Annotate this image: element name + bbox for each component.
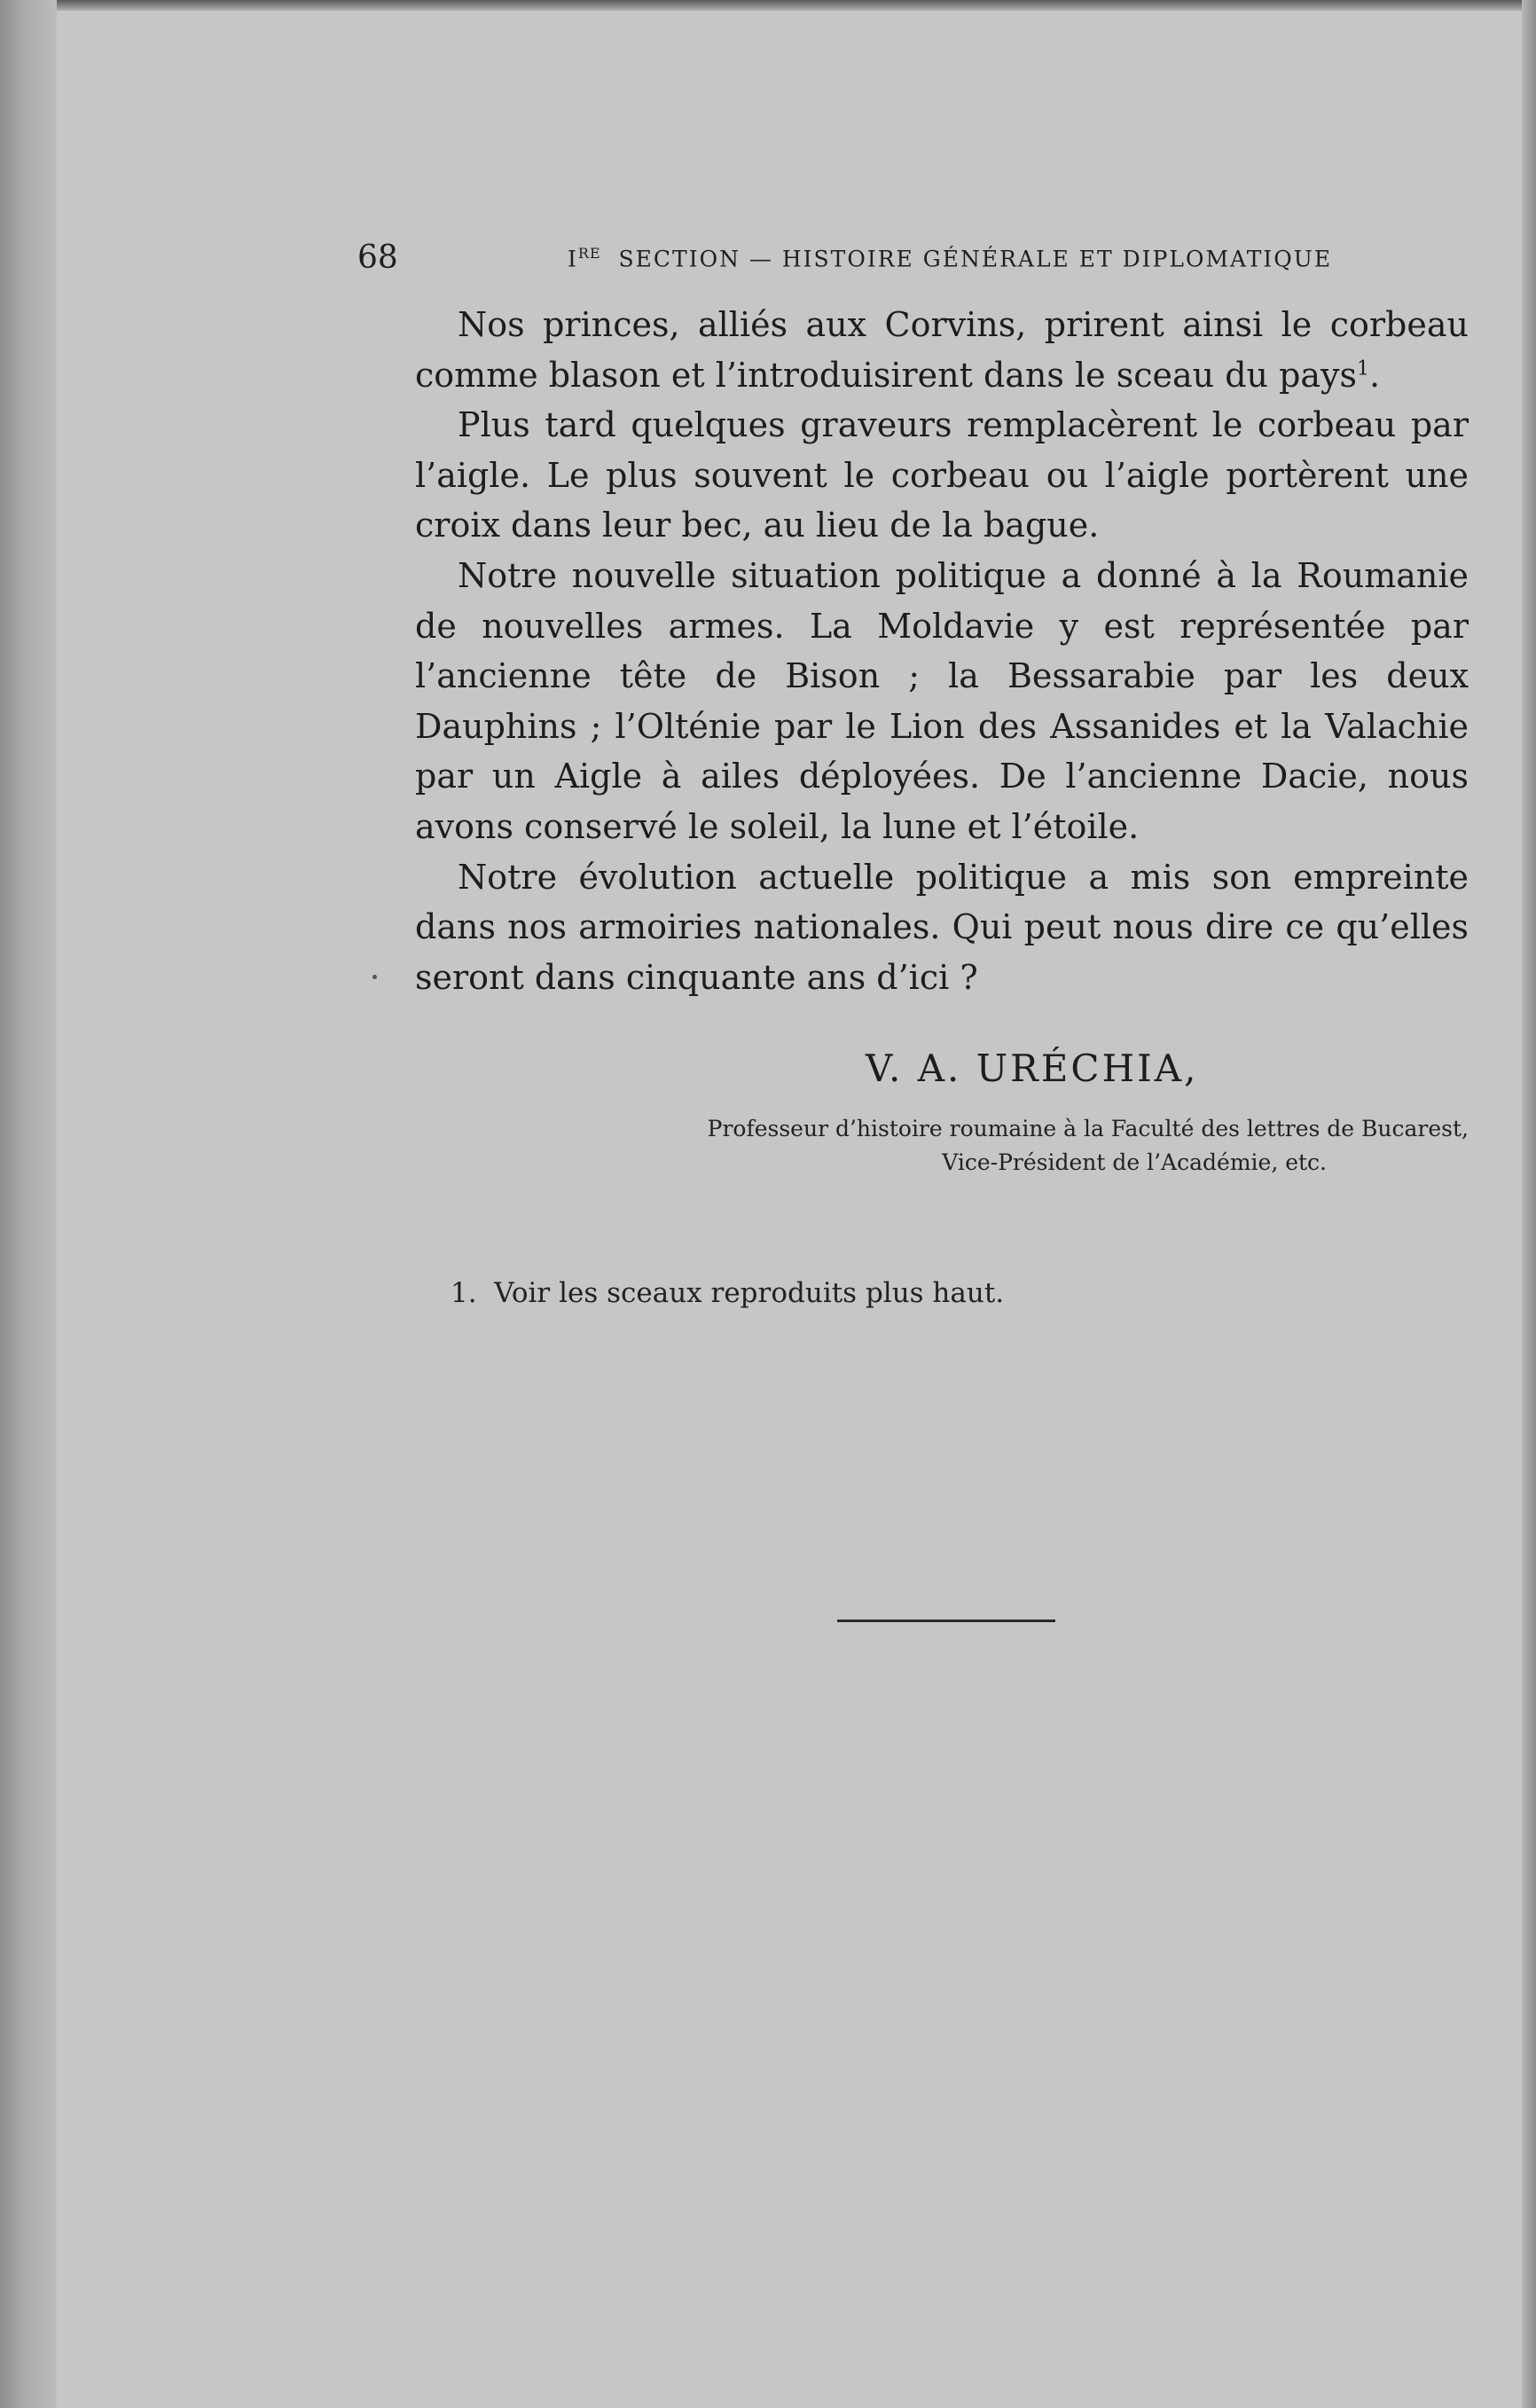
author-title-line-1: Professeur d’histoire roumaine à la Faculté des lettres de Bucarest,: [707, 1116, 1469, 1141]
body-text: [415, 300, 1469, 1002]
author-name: V. A. URÉCHIA,: [866, 1047, 1199, 1090]
footnote-number: 1.: [451, 1277, 477, 1309]
section-ordinal: I: [568, 246, 578, 272]
margin-speck: [372, 975, 377, 979]
end-rule: [837, 1620, 1055, 1622]
scan-edge-right: [1522, 0, 1536, 2408]
paragraph-2: Plus tard quelques graveurs remplacèrent le corbeau par l’aigle. Le plus souvent le corbeau ou l’aigle portèrent une croix dans leur bec, au lieu de la bague.: [415, 405, 1469, 545]
paragraph-1: [415, 300, 1469, 400]
running-head: [568, 245, 1332, 271]
footnote-text: Voir les sceaux reproduits plus haut.: [494, 1277, 1005, 1309]
paragraph-4: Notre évolution actuelle politique a mis son empreinte dans nos armoiries nationales. Qui peut nous dire ce qu’elles seront dans cinquante ans d’ici ?: [415, 857, 1469, 997]
author-title-line-2: Vice-Président de l’Académie, etc.: [942, 1149, 1327, 1175]
footnote: [451, 1277, 1004, 1309]
footnote-reference: 1: [1357, 357, 1370, 380]
section-ordinal-suffix: RE: [577, 245, 601, 262]
page-number: 68: [357, 239, 398, 276]
scan-edge-top: [0, 0, 1536, 11]
running-title: SECTION — HISTOIRE GÉNÉRALE ET DIPLOMATIQUE: [618, 246, 1333, 272]
paragraph-1-tail: .: [1369, 355, 1381, 395]
paragraph-1-text: Nos princes, alliés aux Corvins, prirent ainsi le corbeau comme blason et l’introduisirent dans le sceau du pays: [415, 305, 1469, 395]
scan-edge-left: [0, 0, 57, 2408]
paragraph-3: Notre nouvelle situation politique a donné à la Roumanie de nouvelles armes. La Moldavie y est représentée par l’ancienne tête de Bison ; la Bessarabie par les deux Dauphins ; l’Olténie par le Lion des Assanides et la Valachie par un Aigle à ailes déployées. De l’ancienne Dacie, nous avons conservé le soleil, la lune et l’étoile.: [415, 555, 1469, 846]
